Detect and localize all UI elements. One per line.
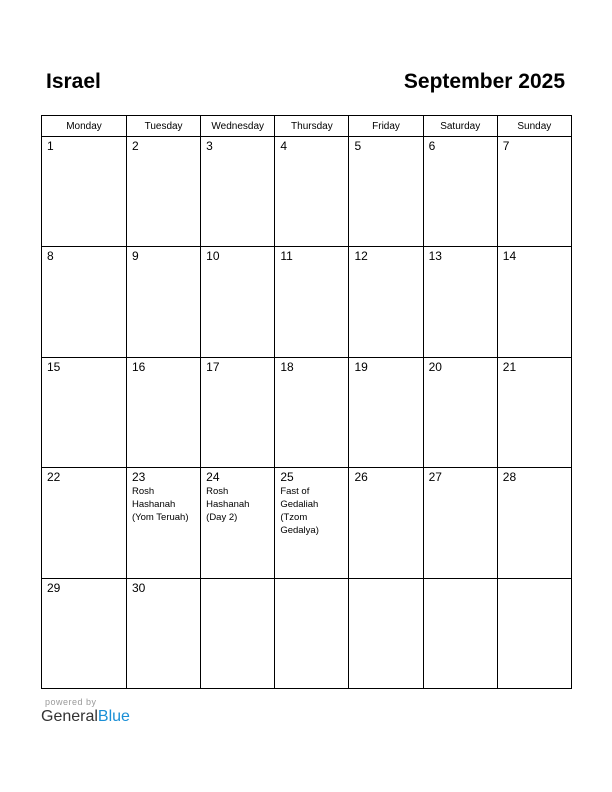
day-cell <box>275 357 349 467</box>
day-cell <box>42 578 127 688</box>
day-number: 16 <box>132 359 146 374</box>
day-number: 22 <box>47 470 61 485</box>
day-number: 17 <box>206 359 220 374</box>
day-number: 29 <box>47 580 61 595</box>
day-number: 5 <box>354 139 362 153</box>
day-cell <box>497 578 571 688</box>
holiday-label: Rosh Hashanah (Yom Teruah) <box>132 486 189 524</box>
day-number: 4 <box>280 139 287 153</box>
day-cell <box>349 468 423 578</box>
week-row <box>42 357 572 467</box>
day-cell <box>349 247 423 357</box>
weekday-header: Tuesday <box>127 116 201 137</box>
day-cell <box>497 468 571 578</box>
brand-blue-text: Blue <box>97 708 130 725</box>
week-row <box>42 578 572 688</box>
day-cell <box>127 578 201 688</box>
day-cell <box>275 468 349 578</box>
day-number: 21 <box>502 359 517 374</box>
day-number: 8 <box>47 249 54 264</box>
day-cell <box>42 468 127 578</box>
day-cell <box>201 357 275 467</box>
day-number: 18 <box>280 359 294 374</box>
day-number: 9 <box>132 249 139 264</box>
day-cell <box>42 137 127 247</box>
day-cell <box>497 247 571 357</box>
day-cell <box>201 247 275 357</box>
week-row <box>42 247 572 357</box>
weekday-header: Sunday <box>497 116 571 137</box>
week-row <box>42 137 572 247</box>
day-number: 25 <box>280 470 294 485</box>
day-cell <box>127 247 201 357</box>
day-cell <box>201 137 275 247</box>
day-number: 27 <box>428 470 442 485</box>
day-number: 23 <box>132 470 146 485</box>
day-number: 24 <box>206 470 220 485</box>
calendar-grid <box>41 115 572 689</box>
day-cell <box>423 137 497 247</box>
weekday-header: Thursday <box>275 116 349 137</box>
holiday-label: Rosh Hashanah (Day 2) <box>206 486 250 524</box>
week-row <box>42 468 572 578</box>
day-number: 3 <box>206 139 213 153</box>
day-cell <box>497 357 571 467</box>
day-number: 30 <box>132 580 146 595</box>
country-title: Israel <box>46 70 101 93</box>
day-cell <box>349 357 423 467</box>
day-cell <box>275 137 349 247</box>
day-number: 6 <box>428 139 436 153</box>
day-number: 12 <box>354 249 368 264</box>
day-cell <box>497 137 571 247</box>
day-number: 11 <box>280 249 293 264</box>
day-cell <box>42 247 127 357</box>
day-cell <box>127 468 201 578</box>
weekday-header: Wednesday <box>201 116 275 137</box>
day-number: 13 <box>428 249 442 264</box>
weekday-header: Saturday <box>423 116 497 137</box>
day-cell <box>275 247 349 357</box>
weekday-header: Friday <box>349 116 423 137</box>
powered-by-label: powered by <box>45 697 97 707</box>
day-number: 2 <box>132 139 139 153</box>
day-cell <box>127 357 201 467</box>
day-number: 1 <box>47 139 54 153</box>
day-number: 10 <box>206 249 220 264</box>
day-number: 14 <box>502 249 517 264</box>
day-cell <box>127 137 201 247</box>
day-cell <box>201 468 275 578</box>
day-cell <box>349 578 423 688</box>
holiday-label: Fast of Gedaliah (Tzom Gedalya) <box>280 486 319 537</box>
day-cell <box>423 247 497 357</box>
day-number: 28 <box>502 470 517 485</box>
weekday-header: Monday <box>42 116 127 137</box>
month-year-title: September 2025 <box>403 70 565 93</box>
brand-general-text: General <box>41 708 98 725</box>
day-cell <box>423 357 497 467</box>
day-cell <box>349 137 423 247</box>
day-number: 7 <box>502 139 510 153</box>
day-cell <box>423 578 497 688</box>
day-cell <box>201 578 275 688</box>
day-number: 26 <box>354 470 368 485</box>
generalblue-logo <box>41 708 130 726</box>
day-number: 20 <box>428 359 442 374</box>
day-cell <box>423 468 497 578</box>
weekday-header-row <box>42 116 572 137</box>
day-cell <box>42 357 127 467</box>
day-number: 15 <box>47 359 61 374</box>
day-number: 19 <box>354 359 368 374</box>
day-cell <box>275 578 349 688</box>
